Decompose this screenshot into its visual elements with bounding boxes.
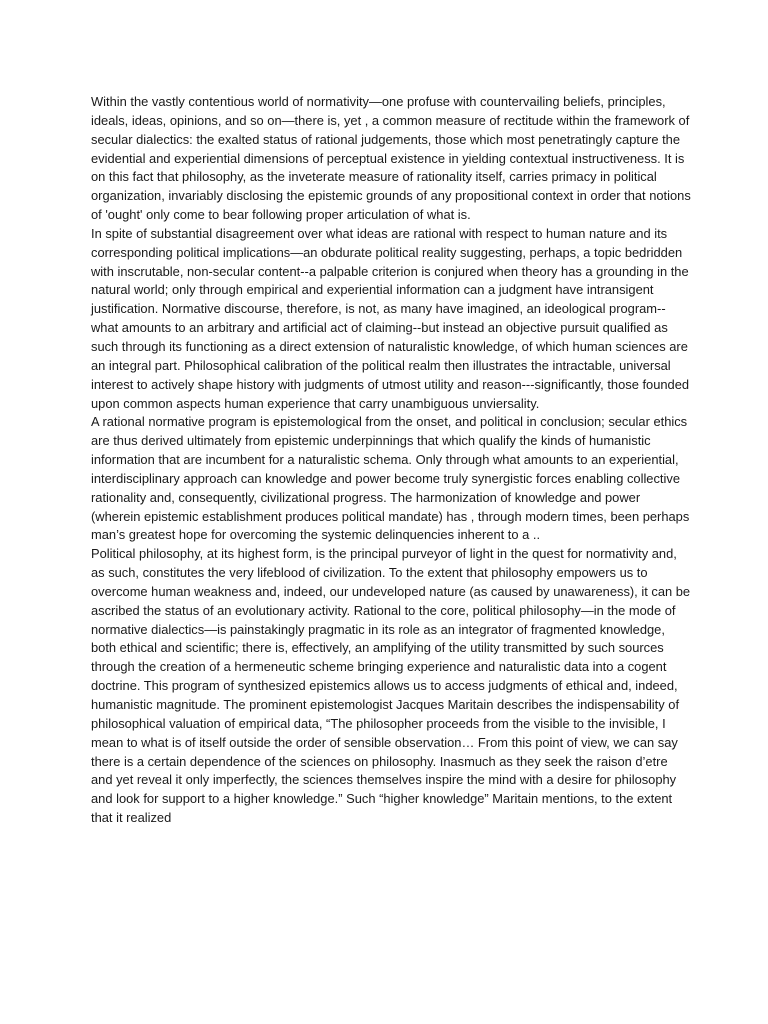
paragraph-3: A rational normative program is epistemological from the onset, and political in conclusion; secular ethics are thus derived ultimately from epistemic underpinnings that which qualify the kinds of humanistic information that are incumbent for a naturalistic schema. Only through what amounts to an experiential, interdisciplinary approach can knowledge and power become truly synergistic forces enabling collective rationality and, consequently, civilizational progress. The harmonization of knowledge and power (wherein epistemic establishment produces political mandate) has , through modern times, been perhaps man’s greatest hope for overcoming the systemic delinquencies inherent to a .. bbox=[91, 414, 690, 543]
paragraph-4: Political philosophy, at its highest form, is the principal purveyor of light in the quest for normativity and, as such, constitutes the very lifeblood of civilization. To the extent that philosophy empowers us to overcome human weakness and, indeed, our undeveloped nature (as caused by unawareness), it can be ascribed the status of an evolutionary activity. Rational to the core, political philosophy—in the mode of normative dialectics—is painstakingly pragmatic in its role as an integrator of fragmented knowledge, both ethical and scientific; there is, effectively, an amplifying of the utility transmitted by such sources through the creation of a hermeneutic scheme bringing experience and naturalistic data into a cogent doctrine. This program of synthesized epistemics allows us to access judgments of ethical and, indeed, humanistic magnitude. The prominent epistemologist Jacques Maritain describes the indispensability of philosophical valuation of empirical data, “The philosopher proceeds from the visible to the invisible, I mean to what is of itself outside the order of sensible observation… From this point of view, we can say there is a certain dependence of the sciences on philosophy. Inasmuch as they seek the raison d’etre and yet reveal it only imperfectly, the sciences themselves inspire the mind with a desire for philosophy and look for support to a higher knowledge.” Such “higher knowledge” Maritain mentions, to the extent that it realized bbox=[91, 546, 691, 826]
paragraph-1: Within the vastly contentious world of normativity—one profuse with countervailing beliefs, principles, ideals, ideas, opinions, and so on—there is, yet , a common measure of rectitude within the framework of secular dialectics: the exalted status of rational judgements, those which most penetratingly capture the evidential and experiential dimensions of perceptual existence in yielding contextual instructiveness. It is on this fact that philosophy, as the inveterate measure of rationality itself, carries primacy in political organization, invariably disclosing the epistemic grounds of any propositional context in order that notions of 'ought' only come to bear following proper articulation of what is. bbox=[91, 94, 691, 223]
document-body bbox=[91, 93, 691, 828]
paragraph-2: In spite of substantial disagreement over what ideas are rational with respect to human nature and its corresponding political implications—an obdurate political reality suggesting, perhaps, a topic bedridden with inscrutable, non-secular content--a palpable criterion is conjured when theory has a grounding in the natural world; only through empirical and experiential information can a judgment have intransigent justification. Normative discourse, therefore, is not, as many have imagined, an ideological program--what amounts to an arbitrary and artificial act of claiming--but instead an objective pursuit qualified as such through its functioning as a direct extension of naturalistic knowledge, of which human sciences are an integral part. Philosophical calibration of the political realm then illustrates the intractable, universal interest to actively shape history with judgments of utmost utility and reason---significantly, those founded upon common aspects human experience that carry unambiguous unviersality. bbox=[91, 225, 690, 411]
